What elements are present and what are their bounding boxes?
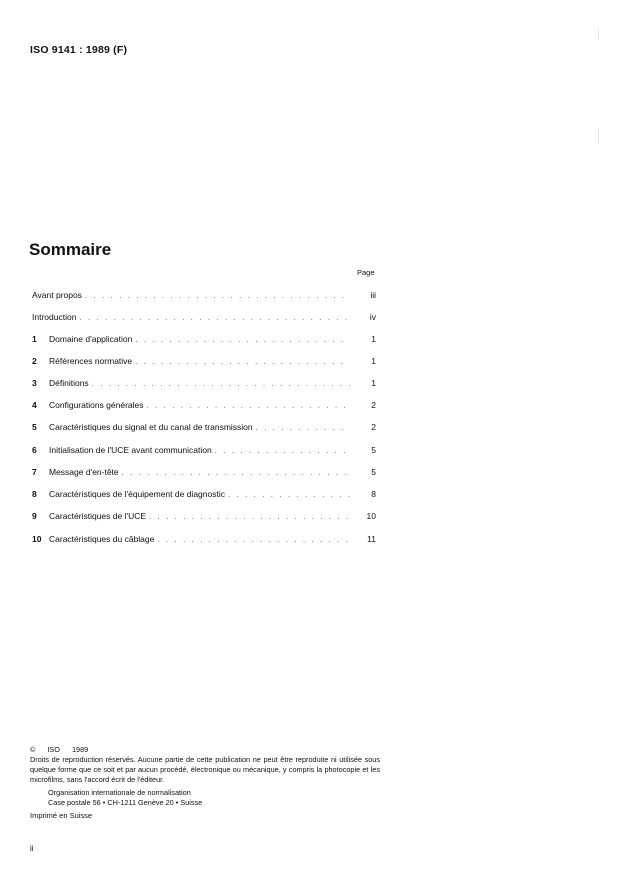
toc-entry-page: 11 bbox=[367, 534, 376, 544]
toc-entry-page: 8 bbox=[371, 489, 376, 499]
toc-leader-dots bbox=[85, 291, 350, 300]
toc-entry-number: 7 bbox=[32, 467, 37, 477]
toc-entry-title: Références normative bbox=[49, 356, 133, 366]
toc-entry-title: Configurations générales bbox=[49, 400, 144, 410]
toc-entry-number: 6 bbox=[32, 445, 37, 455]
toc-entry-page: 5 bbox=[371, 445, 376, 455]
organization-name: Organisation internationale de normalisation bbox=[48, 788, 191, 797]
toc-entry-page: 1 bbox=[371, 334, 376, 344]
toc-entry-number: 4 bbox=[32, 400, 37, 410]
toc-leader-dots bbox=[228, 490, 350, 499]
toc-entry-number: 2 bbox=[32, 356, 37, 366]
toc-leader-dots bbox=[215, 446, 350, 455]
toc-entry[interactable] bbox=[30, 378, 376, 390]
toc-leader-dots bbox=[147, 401, 350, 410]
printed-in: Imprimé en Suisse bbox=[30, 811, 93, 820]
toc-entry-title: Domaine d'application bbox=[49, 334, 133, 344]
toc-entry-number: 5 bbox=[32, 422, 37, 432]
toc-entry-title: Message d'en-tête bbox=[49, 467, 119, 477]
toc-entry-page: iv bbox=[369, 312, 376, 322]
toc-leader-dots bbox=[122, 468, 350, 477]
toc-entry-title: Introduction bbox=[32, 312, 77, 322]
document-designation: ISO 9141 : 1989 (F) bbox=[30, 44, 128, 56]
toc-entry[interactable] bbox=[30, 534, 376, 546]
toc-entry[interactable] bbox=[30, 467, 376, 479]
toc-entry[interactable] bbox=[30, 422, 376, 434]
scan-edge-mark bbox=[598, 128, 599, 144]
toc-leader-dots bbox=[135, 335, 350, 344]
toc-entry-title: Avant propos bbox=[32, 290, 82, 300]
toc-entry[interactable] bbox=[30, 445, 376, 457]
toc-entry[interactable] bbox=[30, 312, 376, 324]
toc-entry-page: 1 bbox=[371, 356, 376, 366]
toc-entry-number: 1 bbox=[32, 334, 37, 344]
copyright-rights-text: Droits de reproduction réservés. Aucune partie de cette publication ne peut être reproduite ni utilisée sous quelque forme que ce soit et par aucun procédé, électronique ou mécanique, y compris la photocopie et les microfilms, sans l'accord écrit de l'éditeur. bbox=[30, 755, 380, 784]
copyright-symbol: © bbox=[30, 745, 36, 754]
toc-entry-number: 8 bbox=[32, 489, 37, 499]
toc-entry-page: 5 bbox=[371, 467, 376, 477]
toc-entry-page: 10 bbox=[366, 511, 376, 521]
toc-entry-title: Caractéristiques de l'équipement de diagnostic bbox=[49, 489, 225, 499]
copyright-holder: ISO bbox=[47, 745, 60, 754]
toc-leader-dots bbox=[149, 512, 350, 521]
page-column-label: Page bbox=[357, 268, 375, 277]
toc-entry-number: 3 bbox=[32, 378, 37, 388]
toc-entry[interactable] bbox=[30, 290, 376, 302]
contents-title: Sommaire bbox=[29, 240, 112, 259]
toc-entry[interactable] bbox=[30, 489, 376, 501]
toc-leader-dots bbox=[79, 313, 350, 322]
page-number: ii bbox=[30, 844, 34, 853]
scan-edge-mark bbox=[598, 28, 599, 40]
toc-entry-number: 9 bbox=[32, 511, 37, 521]
toc-entry-title: Caractéristiques du signal et du canal de transmission bbox=[49, 422, 253, 432]
toc-entry-title: Initialisation de l'UCE avant communication bbox=[49, 445, 212, 455]
toc-entry-number: 10 bbox=[32, 534, 42, 544]
toc-leader-dots bbox=[92, 379, 350, 388]
toc-entry-title: Définitions bbox=[49, 378, 89, 388]
toc-entry[interactable] bbox=[30, 400, 376, 412]
toc-entry-page: 1 bbox=[371, 378, 376, 388]
toc-entry-page: iii bbox=[370, 290, 376, 300]
toc-entry-title: Caractéristiques du câblage bbox=[49, 534, 155, 544]
toc-leader-dots bbox=[135, 357, 350, 366]
organization-block bbox=[48, 788, 202, 808]
toc-entry-page: 2 bbox=[371, 400, 376, 410]
toc-entry[interactable] bbox=[30, 511, 376, 523]
toc-entry[interactable] bbox=[30, 356, 376, 368]
toc-entry-title: Caractéristiques de l'UCE bbox=[49, 511, 147, 521]
toc-entry[interactable] bbox=[30, 334, 376, 346]
copyright-year: 1989 bbox=[71, 745, 89, 754]
toc-leader-dots bbox=[256, 423, 350, 432]
toc-entry-page: 2 bbox=[371, 422, 376, 432]
copyright-line bbox=[30, 745, 380, 755]
copyright-notice bbox=[30, 745, 380, 785]
organization-address: Case postale 56 • CH-1211 Genève 20 • Suisse bbox=[48, 798, 203, 807]
toc-leader-dots bbox=[157, 535, 350, 544]
